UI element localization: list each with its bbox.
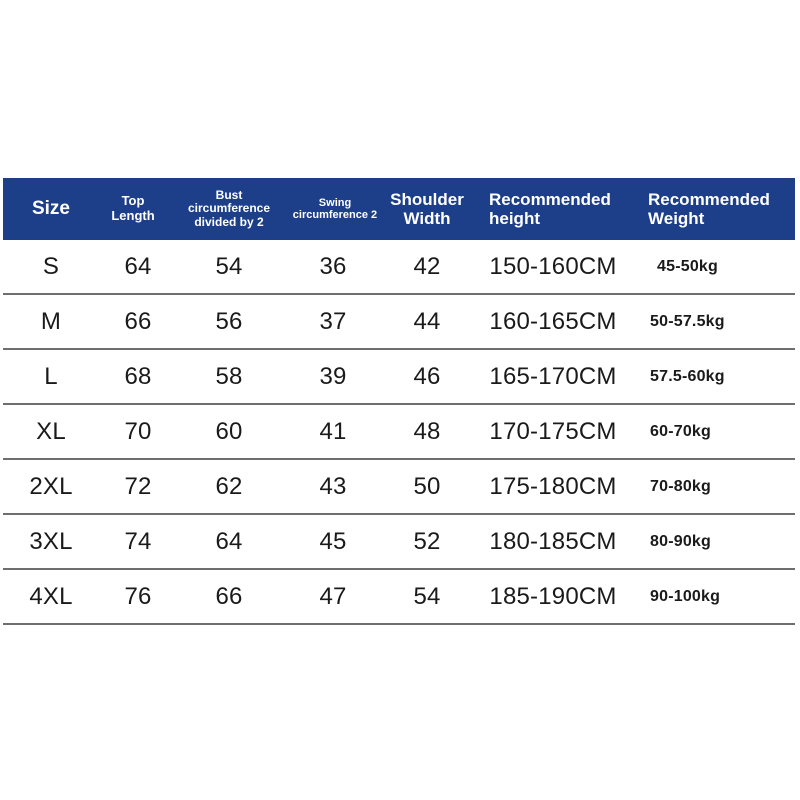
- cell-height: 150-160CM: [489, 252, 617, 280]
- cell-height: 175-180CM: [489, 472, 617, 500]
- header-swing: Swing circumference 2: [292, 196, 378, 221]
- cell-shoulder: 54: [413, 582, 441, 610]
- cell-height: 180-185CM: [489, 527, 617, 555]
- table-body: [3, 240, 795, 625]
- cell-top-length: 76: [124, 582, 152, 610]
- cell-weight: 60-70kg: [650, 422, 711, 440]
- table-row: [3, 515, 795, 570]
- table-row: [3, 460, 795, 515]
- cell-top-length: 72: [124, 472, 152, 500]
- cell-shoulder: 50: [413, 472, 441, 500]
- header-size: Size: [31, 198, 71, 220]
- cell-height: 185-190CM: [489, 582, 617, 610]
- cell-swing: 41: [319, 417, 347, 445]
- cell-size: 4XL: [29, 582, 73, 610]
- header-top-length: Top Length: [111, 193, 155, 223]
- cell-shoulder: 46: [413, 362, 441, 390]
- cell-weight: 90-100kg: [650, 587, 721, 605]
- table-header: [3, 178, 795, 240]
- header-shoulder-width: Shoulder Width: [390, 189, 464, 228]
- cell-weight: 50-57.5kg: [650, 312, 725, 330]
- cell-height: 170-175CM: [489, 417, 617, 445]
- cell-top-length: 68: [124, 362, 152, 390]
- cell-bust: 60: [215, 417, 243, 445]
- table-row: [3, 570, 795, 625]
- size-chart-table: [3, 178, 795, 625]
- cell-size: XL: [36, 417, 66, 445]
- cell-top-length: 66: [124, 307, 152, 335]
- cell-bust: 58: [215, 362, 243, 390]
- cell-size: S: [42, 252, 60, 280]
- table-row: [3, 295, 795, 350]
- cell-height: 165-170CM: [489, 362, 617, 390]
- table-row: [3, 405, 795, 460]
- cell-top-length: 64: [124, 252, 152, 280]
- header-bust: Bust circumference divided by 2: [187, 187, 271, 229]
- cell-swing: 47: [319, 582, 347, 610]
- cell-swing: 37: [319, 307, 347, 335]
- header-recommended-height: Recommended height: [489, 189, 611, 228]
- cell-size: 2XL: [29, 472, 73, 500]
- cell-swing: 43: [319, 472, 347, 500]
- header-recommended-weight: Recommended Weight: [648, 189, 770, 228]
- cell-swing: 39: [319, 362, 347, 390]
- cell-shoulder: 48: [413, 417, 441, 445]
- cell-bust: 62: [215, 472, 243, 500]
- cell-top-length: 70: [124, 417, 152, 445]
- cell-weight: 57.5-60kg: [650, 367, 725, 385]
- table-row: [3, 350, 795, 405]
- cell-bust: 56: [215, 307, 243, 335]
- cell-swing: 45: [319, 527, 347, 555]
- cell-top-length: 74: [124, 527, 152, 555]
- cell-bust: 54: [215, 252, 243, 280]
- cell-bust: 64: [215, 527, 243, 555]
- cell-height: 160-165CM: [489, 307, 617, 335]
- cell-weight: 70-80kg: [650, 477, 711, 495]
- cell-swing: 36: [319, 252, 347, 280]
- cell-weight: 80-90kg: [650, 532, 711, 550]
- cell-bust: 66: [215, 582, 243, 610]
- cell-shoulder: 42: [413, 252, 441, 280]
- cell-size: 3XL: [29, 527, 73, 555]
- cell-weight: 45-50kg: [657, 257, 718, 275]
- cell-shoulder: 44: [413, 307, 441, 335]
- cell-size: M: [40, 307, 62, 335]
- cell-shoulder: 52: [413, 527, 441, 555]
- cell-size: L: [44, 362, 58, 390]
- table-row: [3, 240, 795, 295]
